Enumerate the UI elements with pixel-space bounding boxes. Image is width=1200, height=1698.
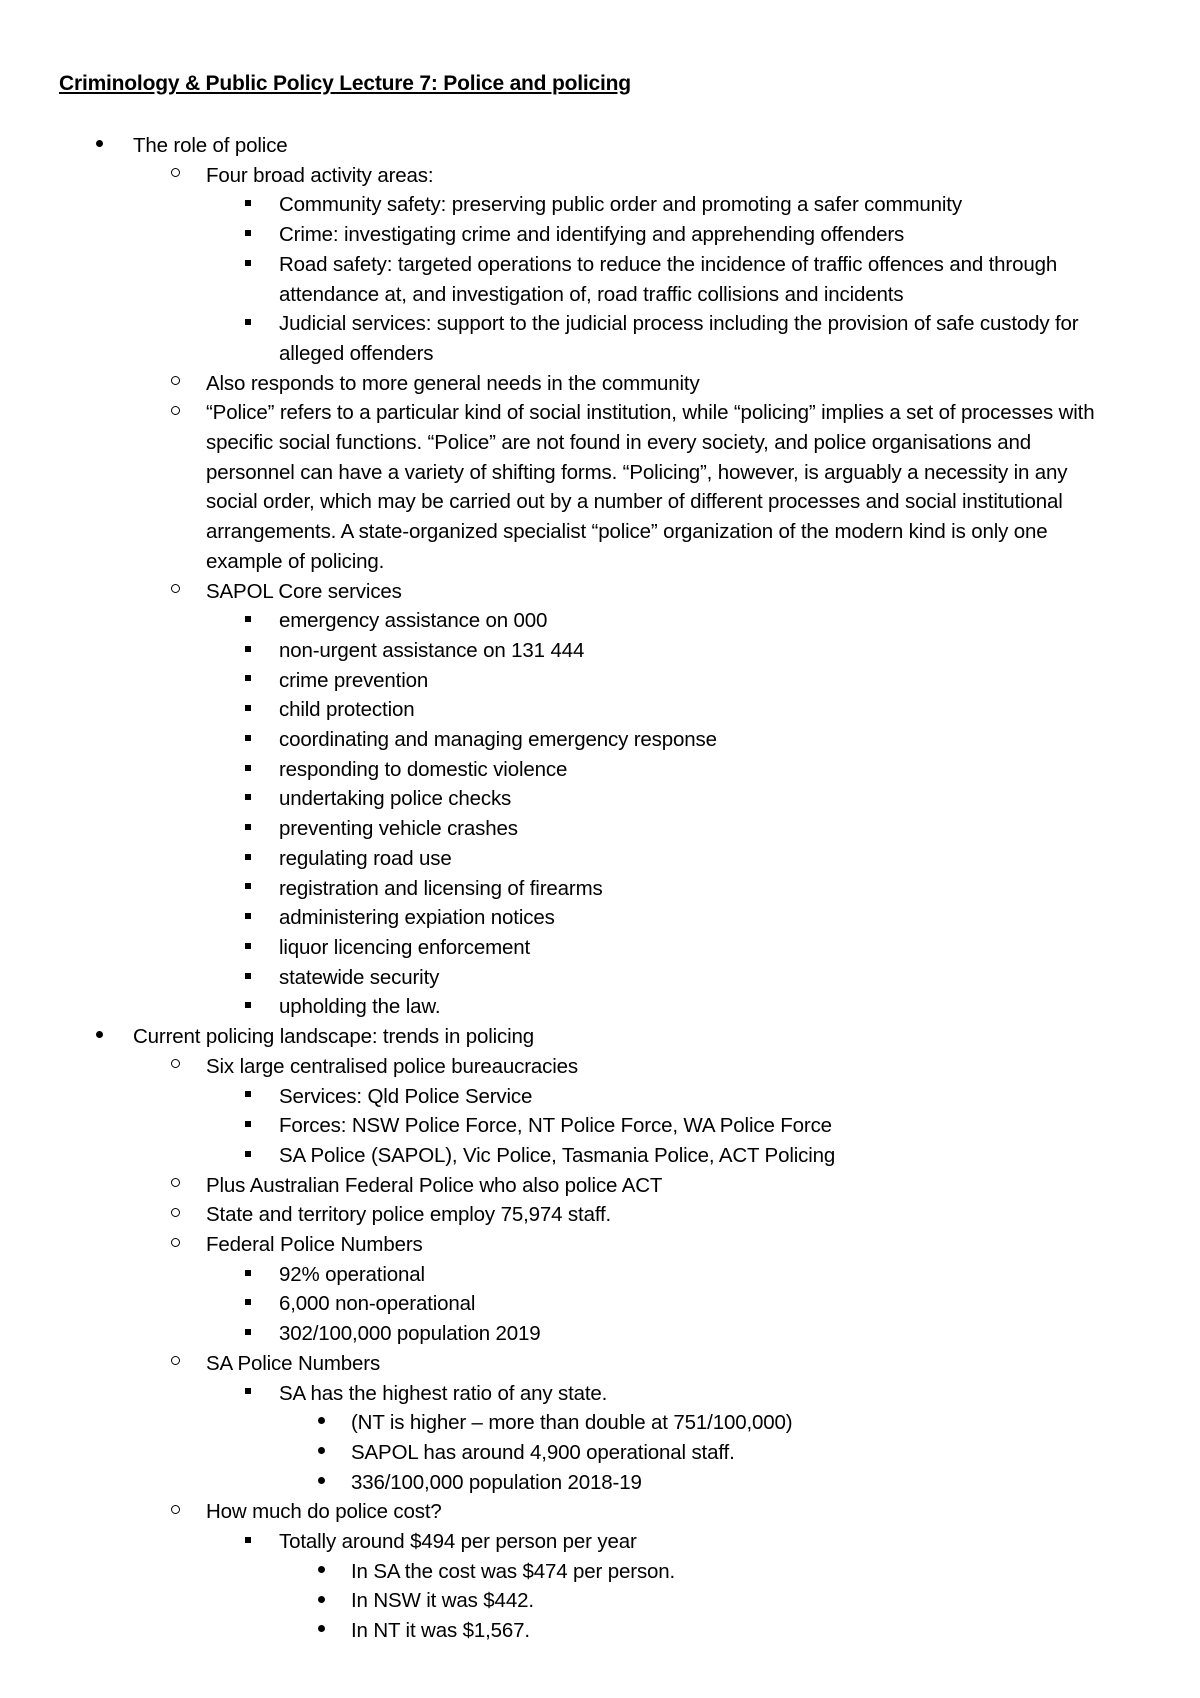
bullet-square-icon bbox=[240, 933, 256, 963]
item-text: SAPOL Core services bbox=[206, 579, 402, 603]
item-text: SA Police (SAPOL), Vic Police, Tasmania Police, ACT Policing bbox=[279, 1143, 836, 1167]
item-text: responding to domestic violence bbox=[279, 757, 568, 781]
item-text: Also responds to more general needs in the community bbox=[206, 371, 700, 395]
item-text: The role of police bbox=[133, 134, 288, 157]
bullet-square-icon bbox=[240, 190, 256, 220]
item-text: registration and licensing of firearms bbox=[279, 876, 603, 900]
item-text: statewide security bbox=[279, 965, 440, 989]
sub-list-item bbox=[0, 1289, 1200, 1319]
sub-list-item bbox=[0, 963, 1200, 993]
bullet-square-icon bbox=[240, 784, 256, 814]
bullet-square-icon bbox=[240, 814, 256, 844]
bullet-square-icon bbox=[240, 1379, 256, 1409]
item-text: crime prevention bbox=[279, 668, 429, 692]
sub-list-item bbox=[0, 903, 1200, 933]
item-text: Four broad activity areas: bbox=[206, 163, 434, 187]
item-text: Community safety: preserving public order and promoting a safer community bbox=[279, 193, 962, 217]
sub-list-item bbox=[0, 695, 1200, 725]
sub-sub-list-item bbox=[0, 1586, 1200, 1616]
page-title: Criminology & Public Policy Lecture 7: Police and policing bbox=[59, 72, 631, 95]
item-text: (NT is higher – more than double at 751/100,000) bbox=[351, 1411, 793, 1435]
outline-list bbox=[0, 131, 1200, 1646]
item-text: In NSW it was $442. bbox=[351, 1589, 534, 1613]
sub-list-item bbox=[0, 1379, 1200, 1409]
bullet-circle-icon bbox=[165, 1497, 185, 1525]
item-text: Federal Police Numbers bbox=[206, 1233, 423, 1257]
item-text: Six large centralised police bureaucracies bbox=[206, 1054, 579, 1078]
sub-list-item bbox=[0, 844, 1200, 874]
sub-sub-list-item bbox=[0, 1408, 1200, 1438]
list-item bbox=[0, 369, 1200, 399]
item-text: coordinating and managing emergency response bbox=[279, 728, 717, 752]
item-text: 302/100,000 population 2019 bbox=[279, 1322, 541, 1346]
item-text: administering expiation notices bbox=[279, 906, 555, 930]
bullet-disc-icon bbox=[312, 1616, 330, 1646]
sub-list-item bbox=[0, 220, 1200, 250]
list-item bbox=[0, 1349, 1200, 1379]
sub-list-item bbox=[0, 874, 1200, 904]
item-text: Plus Australian Federal Police who also police ACT bbox=[206, 1173, 663, 1197]
section-item bbox=[0, 1022, 1200, 1052]
list-item bbox=[0, 161, 1200, 191]
item-text: undertaking police checks bbox=[279, 787, 512, 811]
bullet-circle-icon bbox=[165, 1200, 185, 1228]
bullet-square-icon bbox=[240, 725, 256, 755]
item-text: non-urgent assistance on 131 444 bbox=[279, 638, 585, 662]
bullet-square-icon bbox=[240, 1141, 256, 1171]
sub-list-item bbox=[0, 666, 1200, 696]
bullet-square-icon bbox=[240, 1319, 256, 1349]
bullet-disc-icon bbox=[90, 131, 108, 161]
bullet-square-icon bbox=[240, 1289, 256, 1319]
list-item bbox=[0, 398, 1200, 576]
bullet-square-icon bbox=[240, 666, 256, 696]
bullet-circle-icon bbox=[165, 1230, 185, 1258]
bullet-square-icon bbox=[240, 963, 256, 993]
item-text: 92% operational bbox=[279, 1262, 425, 1286]
section-item bbox=[0, 131, 1200, 161]
item-text: 336/100,000 population 2018-19 bbox=[351, 1470, 642, 1494]
sub-list-item bbox=[0, 1260, 1200, 1290]
list-item bbox=[0, 1200, 1200, 1230]
list-item bbox=[0, 577, 1200, 607]
bullet-disc-icon bbox=[312, 1557, 330, 1587]
item-text: child protection bbox=[279, 698, 415, 722]
bullet-square-icon bbox=[240, 606, 256, 636]
sub-list-item bbox=[0, 1082, 1200, 1112]
item-text: preventing vehicle crashes bbox=[279, 817, 518, 841]
item-text: emergency assistance on 000 bbox=[279, 609, 548, 633]
bullet-disc-icon bbox=[312, 1586, 330, 1616]
bullet-disc-icon bbox=[312, 1408, 330, 1438]
bullet-square-icon bbox=[240, 1082, 256, 1112]
sub-list-item bbox=[0, 1111, 1200, 1141]
item-text: regulating road use bbox=[279, 846, 452, 870]
bullet-circle-icon bbox=[165, 1052, 185, 1080]
bullet-square-icon bbox=[240, 874, 256, 904]
item-text: Road safety: targeted operations to reduce the incidence of traffic offences and through attendance at, and investigation of, road traffic collisions and incidents bbox=[279, 252, 1058, 306]
bullet-disc-icon bbox=[312, 1468, 330, 1498]
sub-list-item bbox=[0, 992, 1200, 1022]
item-text: SA Police Numbers bbox=[206, 1351, 381, 1375]
list-item bbox=[0, 1171, 1200, 1201]
item-text: “Police” refers to a particular kind of social institution, while “policing” implies a set of processes with specific social functions. “Police” are not found in every society, and police organisations and personnel can have a variety of shifting forms. “Policing”, however, is arguably a necessity in any social order, which may be carried out by a number of different processes and social institutional arrangements. A state-organized specialist “police” organization of the modern kind is only one example of policing. bbox=[206, 401, 1095, 573]
item-text: liquor licencing enforcement bbox=[279, 935, 531, 959]
bullet-square-icon bbox=[240, 844, 256, 874]
sub-list-item bbox=[0, 636, 1200, 666]
list-item bbox=[0, 1230, 1200, 1260]
item-text: Crime: investigating crime and identifying and apprehending offenders bbox=[279, 223, 905, 247]
bullet-circle-icon bbox=[165, 398, 185, 426]
item-text: In NT it was $1,567. bbox=[351, 1619, 530, 1643]
bullet-square-icon bbox=[240, 250, 256, 280]
bullet-circle-icon bbox=[165, 577, 185, 605]
list-item bbox=[0, 1052, 1200, 1082]
item-text: How much do police cost? bbox=[206, 1500, 442, 1524]
sub-list-item bbox=[0, 309, 1200, 368]
sub-sub-list-item bbox=[0, 1557, 1200, 1587]
bullet-square-icon bbox=[240, 220, 256, 250]
sub-list-item bbox=[0, 250, 1200, 309]
sub-list-item bbox=[0, 1527, 1200, 1557]
sub-list-item bbox=[0, 755, 1200, 785]
bullet-square-icon bbox=[240, 695, 256, 725]
item-text: 6,000 non-operational bbox=[279, 1292, 476, 1316]
sub-list-item bbox=[0, 190, 1200, 220]
item-text: SAPOL has around 4,900 operational staff. bbox=[351, 1440, 735, 1464]
sub-sub-list-item bbox=[0, 1468, 1200, 1498]
sub-list-item bbox=[0, 1319, 1200, 1349]
bullet-square-icon bbox=[240, 636, 256, 666]
sub-list-item bbox=[0, 725, 1200, 755]
bullet-circle-icon bbox=[165, 161, 185, 189]
bullet-square-icon bbox=[240, 903, 256, 933]
sub-sub-list-item bbox=[0, 1438, 1200, 1468]
bullet-square-icon bbox=[240, 309, 256, 339]
item-text: upholding the law. bbox=[279, 995, 441, 1019]
bullet-circle-icon bbox=[165, 369, 185, 397]
bullet-disc-icon bbox=[90, 1022, 108, 1052]
bullet-square-icon bbox=[240, 992, 256, 1022]
bullet-square-icon bbox=[240, 755, 256, 785]
list-item bbox=[0, 1497, 1200, 1527]
bullet-square-icon bbox=[240, 1527, 256, 1557]
item-text: Current policing landscape: trends in policing bbox=[133, 1025, 535, 1049]
bullet-circle-icon bbox=[165, 1171, 185, 1199]
sub-list-item bbox=[0, 606, 1200, 636]
item-text: State and territory police employ 75,974 staff. bbox=[206, 1203, 612, 1227]
sub-sub-list-item bbox=[0, 1616, 1200, 1646]
sub-list-item bbox=[0, 814, 1200, 844]
bullet-circle-icon bbox=[165, 1349, 185, 1377]
bullet-disc-icon bbox=[312, 1438, 330, 1468]
item-text: In SA the cost was $474 per person. bbox=[351, 1559, 676, 1583]
sub-list-item bbox=[0, 933, 1200, 963]
item-text: Services: Qld Police Service bbox=[279, 1084, 533, 1108]
bullet-square-icon bbox=[240, 1260, 256, 1290]
sub-list-item bbox=[0, 1141, 1200, 1171]
bullet-square-icon bbox=[240, 1111, 256, 1141]
item-text: Forces: NSW Police Force, NT Police Force, WA Police Force bbox=[279, 1114, 832, 1138]
item-text: SA has the highest ratio of any state. bbox=[279, 1381, 608, 1405]
item-text: Judicial services: support to the judicial process including the provision of safe custody for alleged offenders bbox=[279, 312, 1079, 365]
sub-list-item bbox=[0, 784, 1200, 814]
item-text: Totally around $494 per person per year bbox=[279, 1530, 637, 1554]
